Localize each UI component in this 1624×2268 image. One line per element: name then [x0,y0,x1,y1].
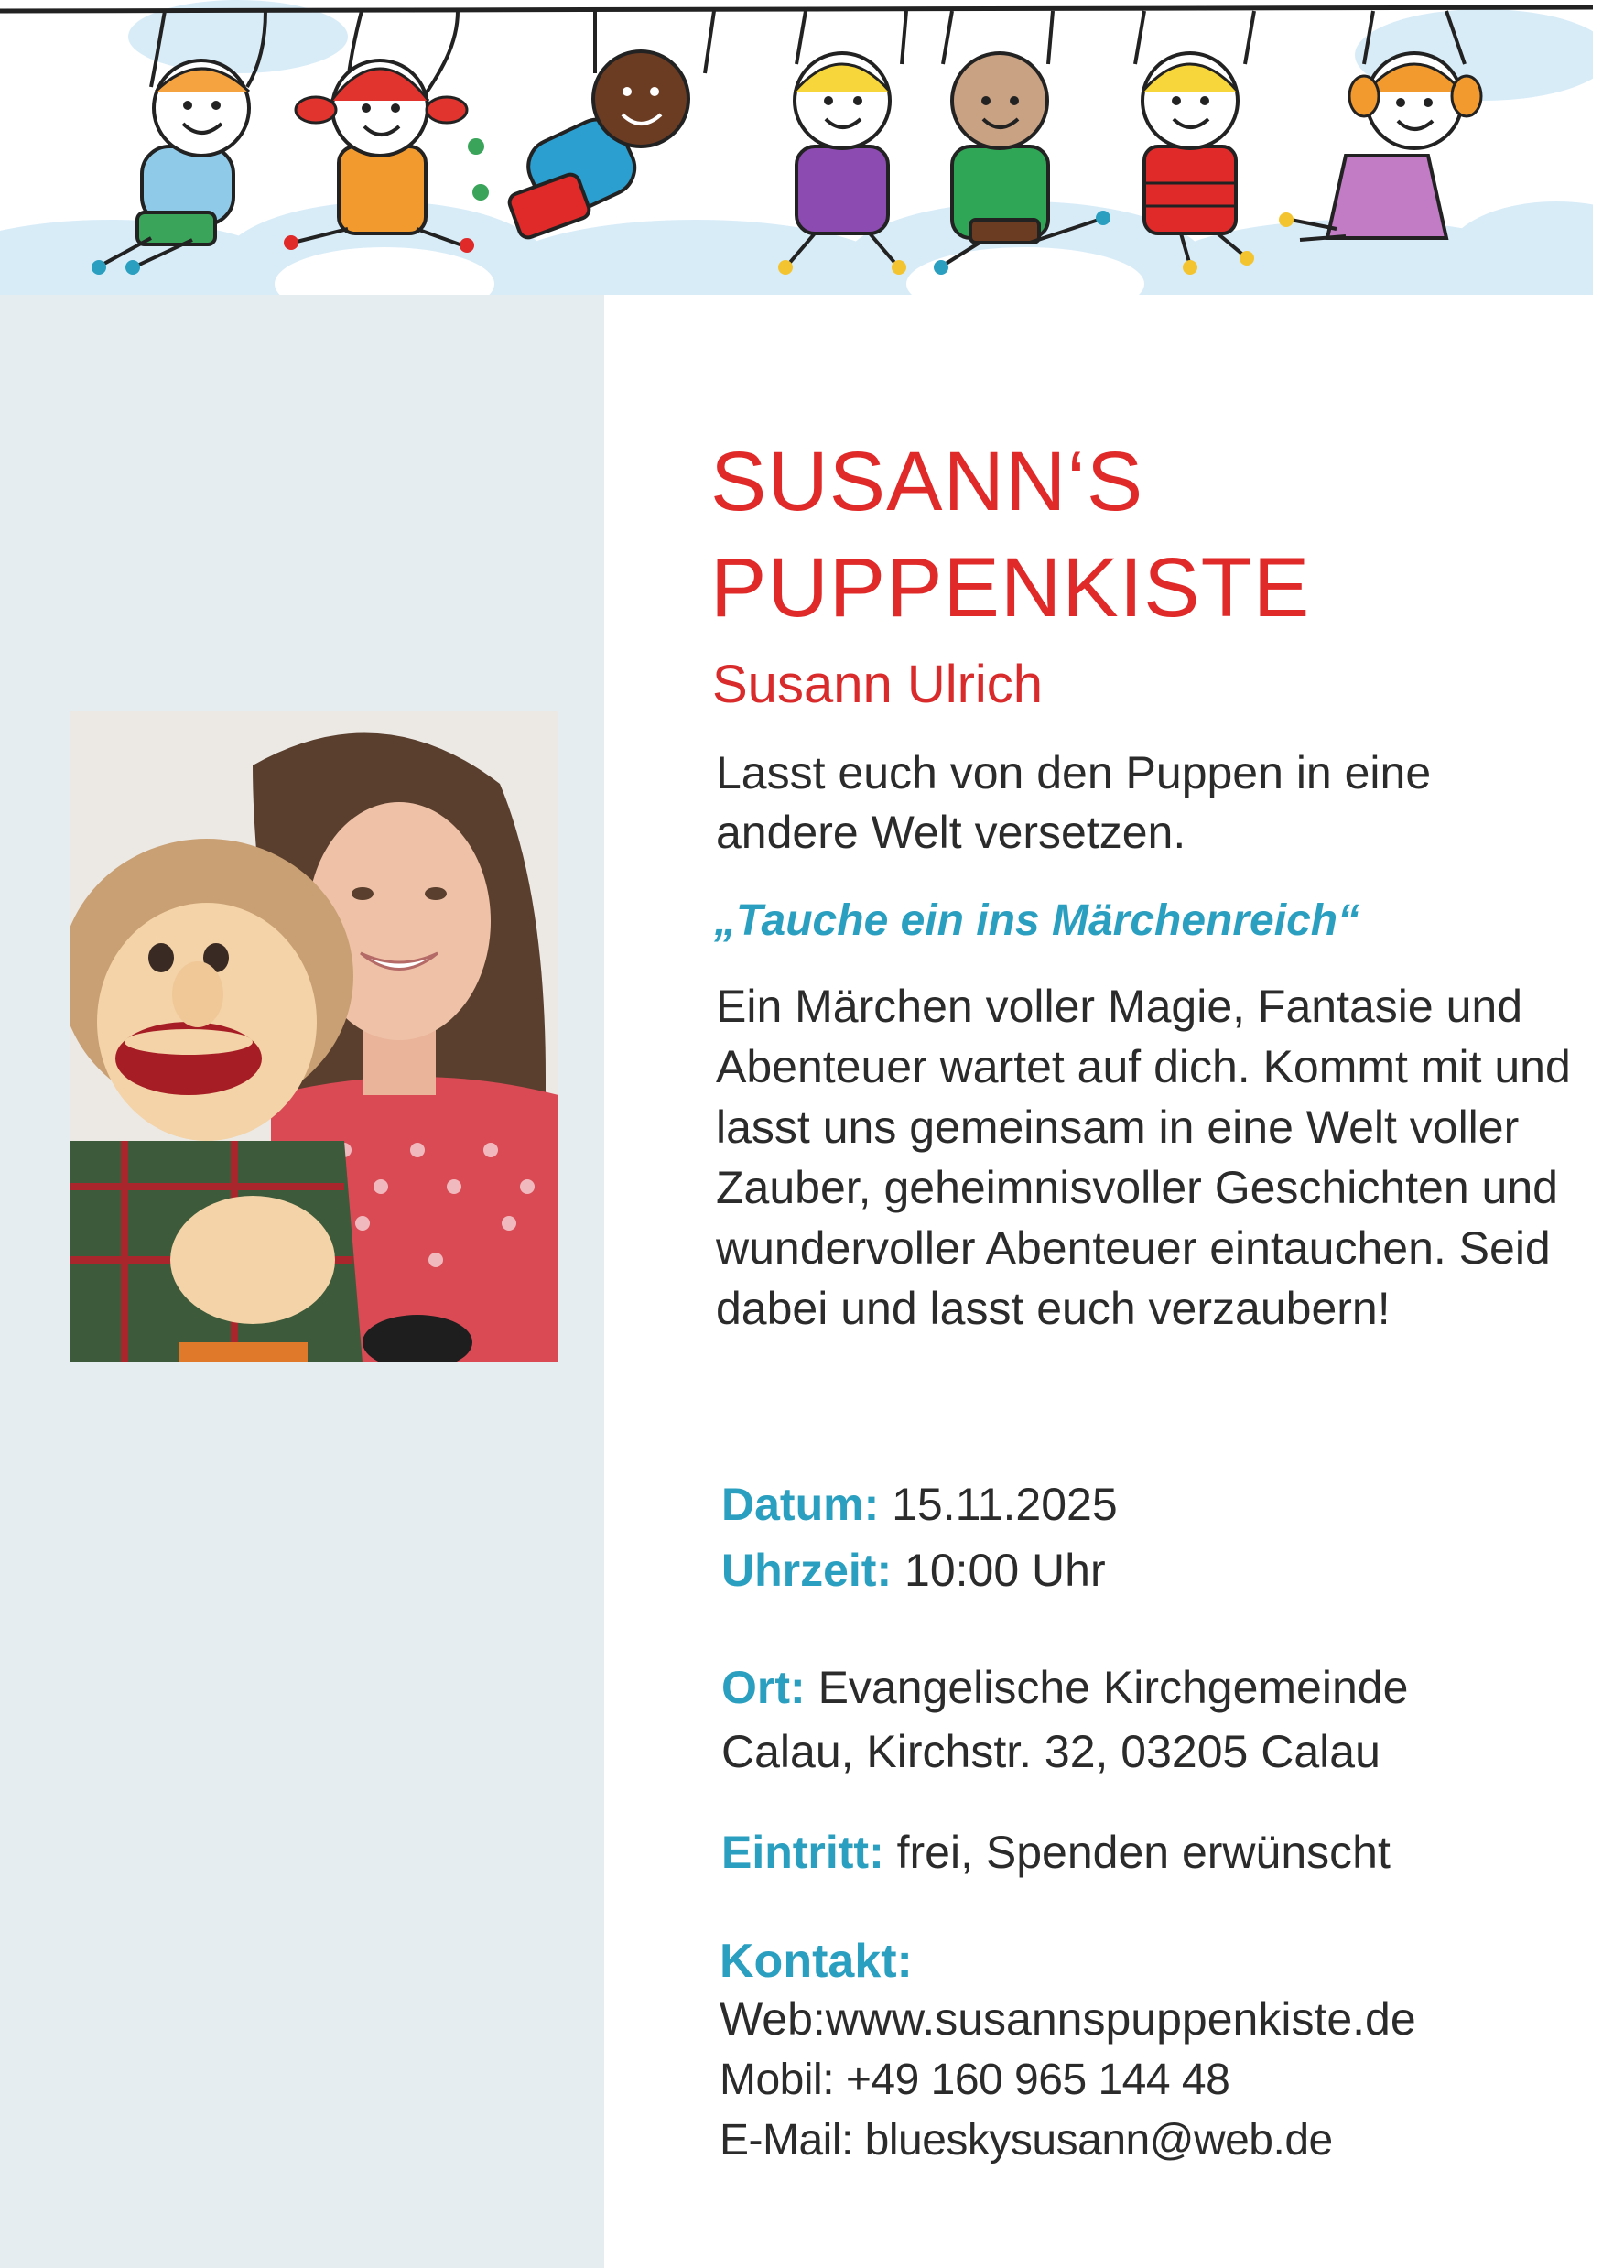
contact-web[interactable]: Web:www.susannspuppenkiste.de [720,1993,1416,2045]
title-line-2: PUPPENKISTE [710,541,1311,635]
contact-heading: Kontakt: [720,1935,913,1988]
entry-value: frei, Spenden erwünscht [896,1827,1391,1878]
contact-mobile[interactable]: Mobil: +49 160 965 144 48 [720,2056,1230,2104]
place-label: Ort: [721,1662,806,1713]
header-illustration [0,0,1593,295]
entry-row [721,1820,1391,1884]
place-row [721,1655,1408,1720]
contact-email[interactable]: E-Mail: blueskysusann@web.de [720,2116,1333,2165]
intro-text: Lasst euch von den Puppen in eine andere Welt versetzen. [716,747,1432,858]
children-illustration [0,0,1593,295]
place-line-1: Evangelische Kirchgemeinde [817,1662,1409,1713]
place-line-2: Calau, Kirchstr. 32, 03205 Calau [721,1726,1380,1777]
title-line-1: SUSANN‘S [710,435,1144,528]
time-row [721,1538,1106,1602]
tagline: „Tauche ein ins Märchenreich“ [714,896,1360,945]
date-label: Datum: [721,1479,880,1530]
date-value: 15.11.2025 [892,1479,1118,1530]
story-text: Ein Märchen voller Magie, Fantasie und Abenteuer wartet auf dich. Kommt mit und lasst uns gemeinsam in eine Welt voller Zauber, geheimnisvoller Geschichten und wundervoller Abenteuer eintauchen. Seid dabei und lasst euch verzaubern! [716,981,1571,1334]
entry-label: Eintritt: [721,1827,884,1878]
time-value: 10:00 Uhr [904,1545,1106,1596]
author-name: Susann Ulrich [712,655,1044,714]
date-row [721,1472,1118,1536]
portrait-photo [70,711,558,1362]
time-label: Uhrzeit: [721,1545,893,1596]
